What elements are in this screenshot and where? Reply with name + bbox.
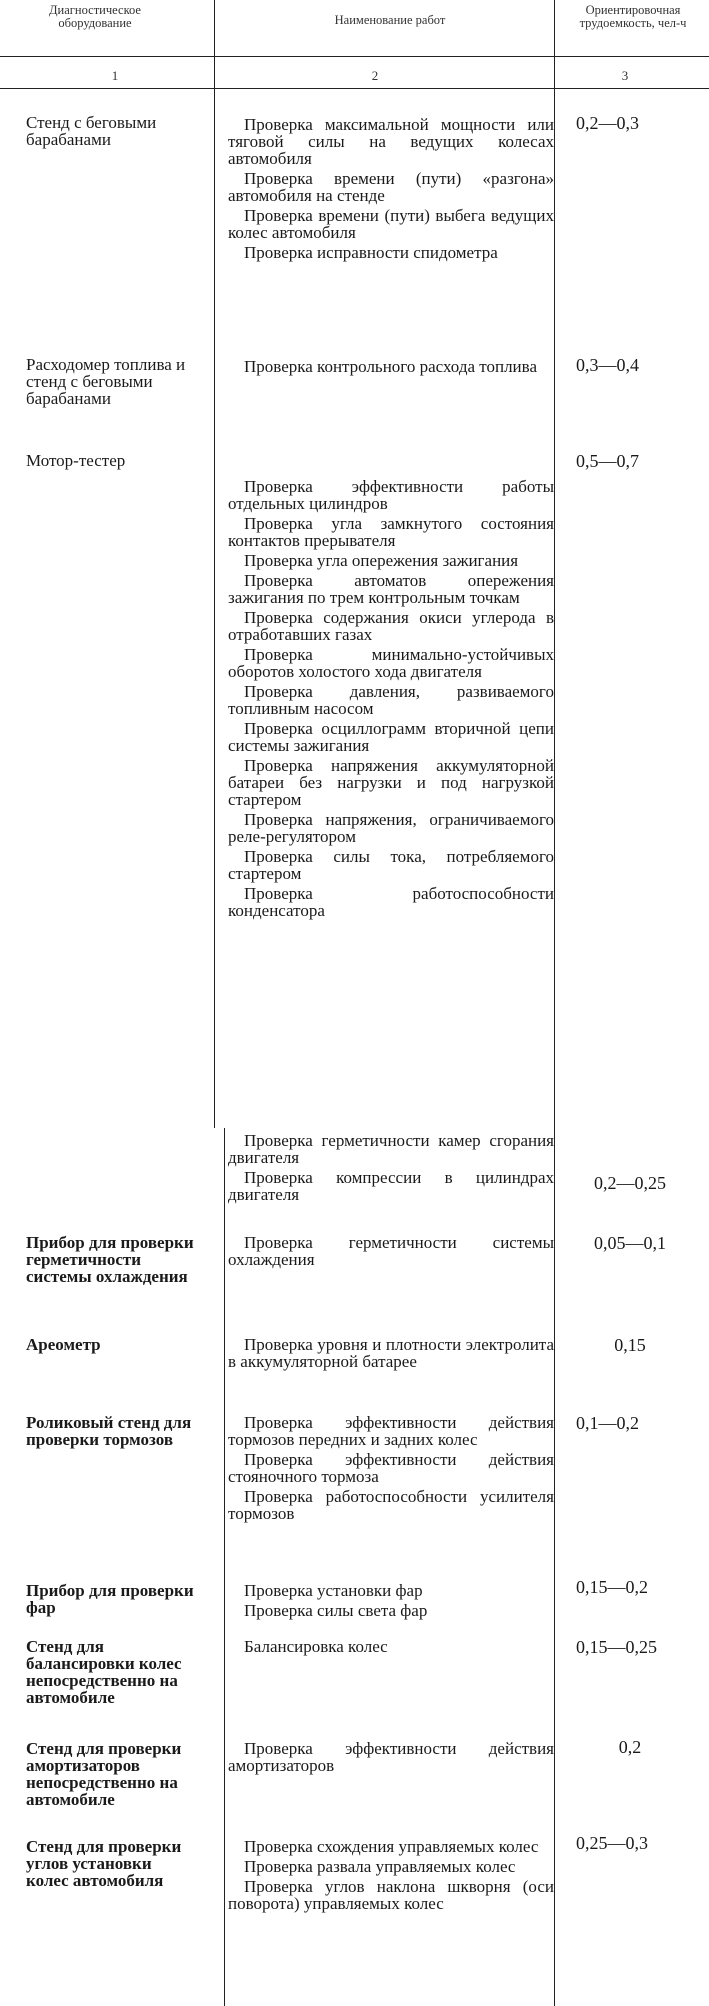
work-item: Проверка эффективности действия амортизаторов <box>228 1739 554 1775</box>
column-header-works: Наименование работ <box>334 13 446 27</box>
column-header-equipment: Диагностическое оборудование <box>49 3 141 30</box>
work-item: Проверка времени (пути) «разгона» автомобиля на стенде <box>228 169 554 205</box>
work-item: Проверка угла опережения зажигания <box>244 551 519 570</box>
work-item: Проверка максимальной мощности или тяговой силы на ведущих колесах автомобиля <box>228 115 554 168</box>
equipment-cell: Стенд для проверки углов установки колес автомобиля <box>26 1837 182 1890</box>
labor-cell: 0,2—0,3 <box>576 113 639 133</box>
labor-cell: 0,05—0,1 <box>594 1233 666 1253</box>
column-divider-1-lower <box>224 1128 225 2006</box>
work-item: Проверка содержания окиси углерода в отработавших газах <box>228 608 554 644</box>
column-number-3: 3 <box>621 68 629 83</box>
work-item: Проверка схождения управляемых колес <box>244 1837 539 1856</box>
work-item: Проверка эффективности действия стояночного тормоза <box>228 1450 554 1486</box>
work-item: Проверка уровня и плотности электролита в аккумуляторной батарее <box>228 1335 554 1371</box>
work-item: Проверка работоспособности конденсатора <box>228 884 554 920</box>
work-item: Проверка напряжения аккумуляторной батареи без нагрузки и под нагрузкой стартером <box>228 756 554 809</box>
labor-cell: 0,2—0,25 <box>594 1173 666 1193</box>
work-item: Проверка автоматов опережения зажигания по трем контрольным точкам <box>228 571 554 607</box>
work-item: Проверка минимально-устойчивых оборотов холостого хода двигателя <box>228 645 554 681</box>
work-item: Проверка установки фар <box>244 1581 423 1600</box>
labor-cell: 0,2 <box>618 1737 642 1757</box>
work-item: Проверка компрессии в цилиндрах двигателя <box>228 1168 554 1204</box>
work-item: Проверка углов наклона шкворня (оси поворота) управляемых колес <box>228 1877 554 1913</box>
work-item: Проверка напряжения, ограничиваемого реле-регулятором <box>228 810 554 846</box>
work-item: Проверка контрольного расхода топлива <box>244 357 537 376</box>
equipment-cell: Расходомер топлива и стенд с беговыми барабанами <box>26 355 186 408</box>
header-bottom-rule <box>0 56 709 57</box>
work-item: Балансировка колес <box>244 1637 388 1656</box>
column-number-1: 1 <box>111 68 119 83</box>
number-row-rule <box>0 88 709 89</box>
column-divider-2 <box>554 0 555 2006</box>
labor-cell: 0,1—0,2 <box>576 1413 639 1433</box>
column-divider-1 <box>214 0 215 1128</box>
work-item: Проверка развала управляемых колес <box>244 1857 516 1876</box>
work-item: Проверка осциллограмм вторичной цепи системы зажигания <box>228 719 554 755</box>
labor-cell: 0,15—0,25 <box>576 1637 657 1657</box>
labor-cell: 0,3—0,4 <box>576 355 639 375</box>
equipment-cell: Мотор-тестер <box>26 451 126 470</box>
labor-cell: 0,15 <box>614 1335 646 1355</box>
work-item: Проверка времени (пути) выбега ведущих колес автомобиля <box>228 206 554 242</box>
equipment-cell: Стенд с беговыми барабанами <box>26 113 157 149</box>
equipment-cell: Стенд для проверки амортизаторов непосредственно на автомобиле <box>26 1739 182 1809</box>
column-header-labor: Ориентировочная трудоемкость, чел-ч <box>579 3 687 30</box>
work-item: Проверка силы света фар <box>244 1601 428 1620</box>
equipment-cell: Стенд для балансировки колес непосредственно на автомобиле <box>26 1637 182 1707</box>
equipment-cell: Прибор для проверки герметичности системы охлаждения <box>26 1233 194 1286</box>
work-item: Проверка эффективности работы отдельных цилиндров <box>228 477 554 513</box>
work-item: Проверка работоспособности усилителя тормозов <box>228 1487 554 1523</box>
work-item: Проверка герметичности системы охлаждения <box>228 1233 554 1269</box>
equipment-cell: Ареометр <box>26 1335 101 1354</box>
work-item: Проверка эффективности действия тормозов передних и задних колес <box>228 1413 554 1449</box>
labor-cell: 0,15—0,2 <box>576 1577 648 1597</box>
equipment-cell: Прибор для проверки фар <box>26 1581 194 1617</box>
work-item: Проверка давления, развиваемого топливным насосом <box>228 682 554 718</box>
column-number-2: 2 <box>371 68 379 83</box>
work-item: Проверка угла замкнутого состояния контактов прерывателя <box>228 514 554 550</box>
work-item: Проверка силы тока, потребляемого стартером <box>228 847 554 883</box>
labor-cell: 0,5—0,7 <box>576 451 639 471</box>
equipment-cell: Роликовый стенд для проверки тормозов <box>26 1413 192 1449</box>
work-item: Проверка исправности спидометра <box>244 243 498 262</box>
work-item: Проверка герметичности камер сгорания двигателя <box>228 1131 554 1167</box>
labor-cell: 0,25—0,3 <box>576 1833 648 1853</box>
